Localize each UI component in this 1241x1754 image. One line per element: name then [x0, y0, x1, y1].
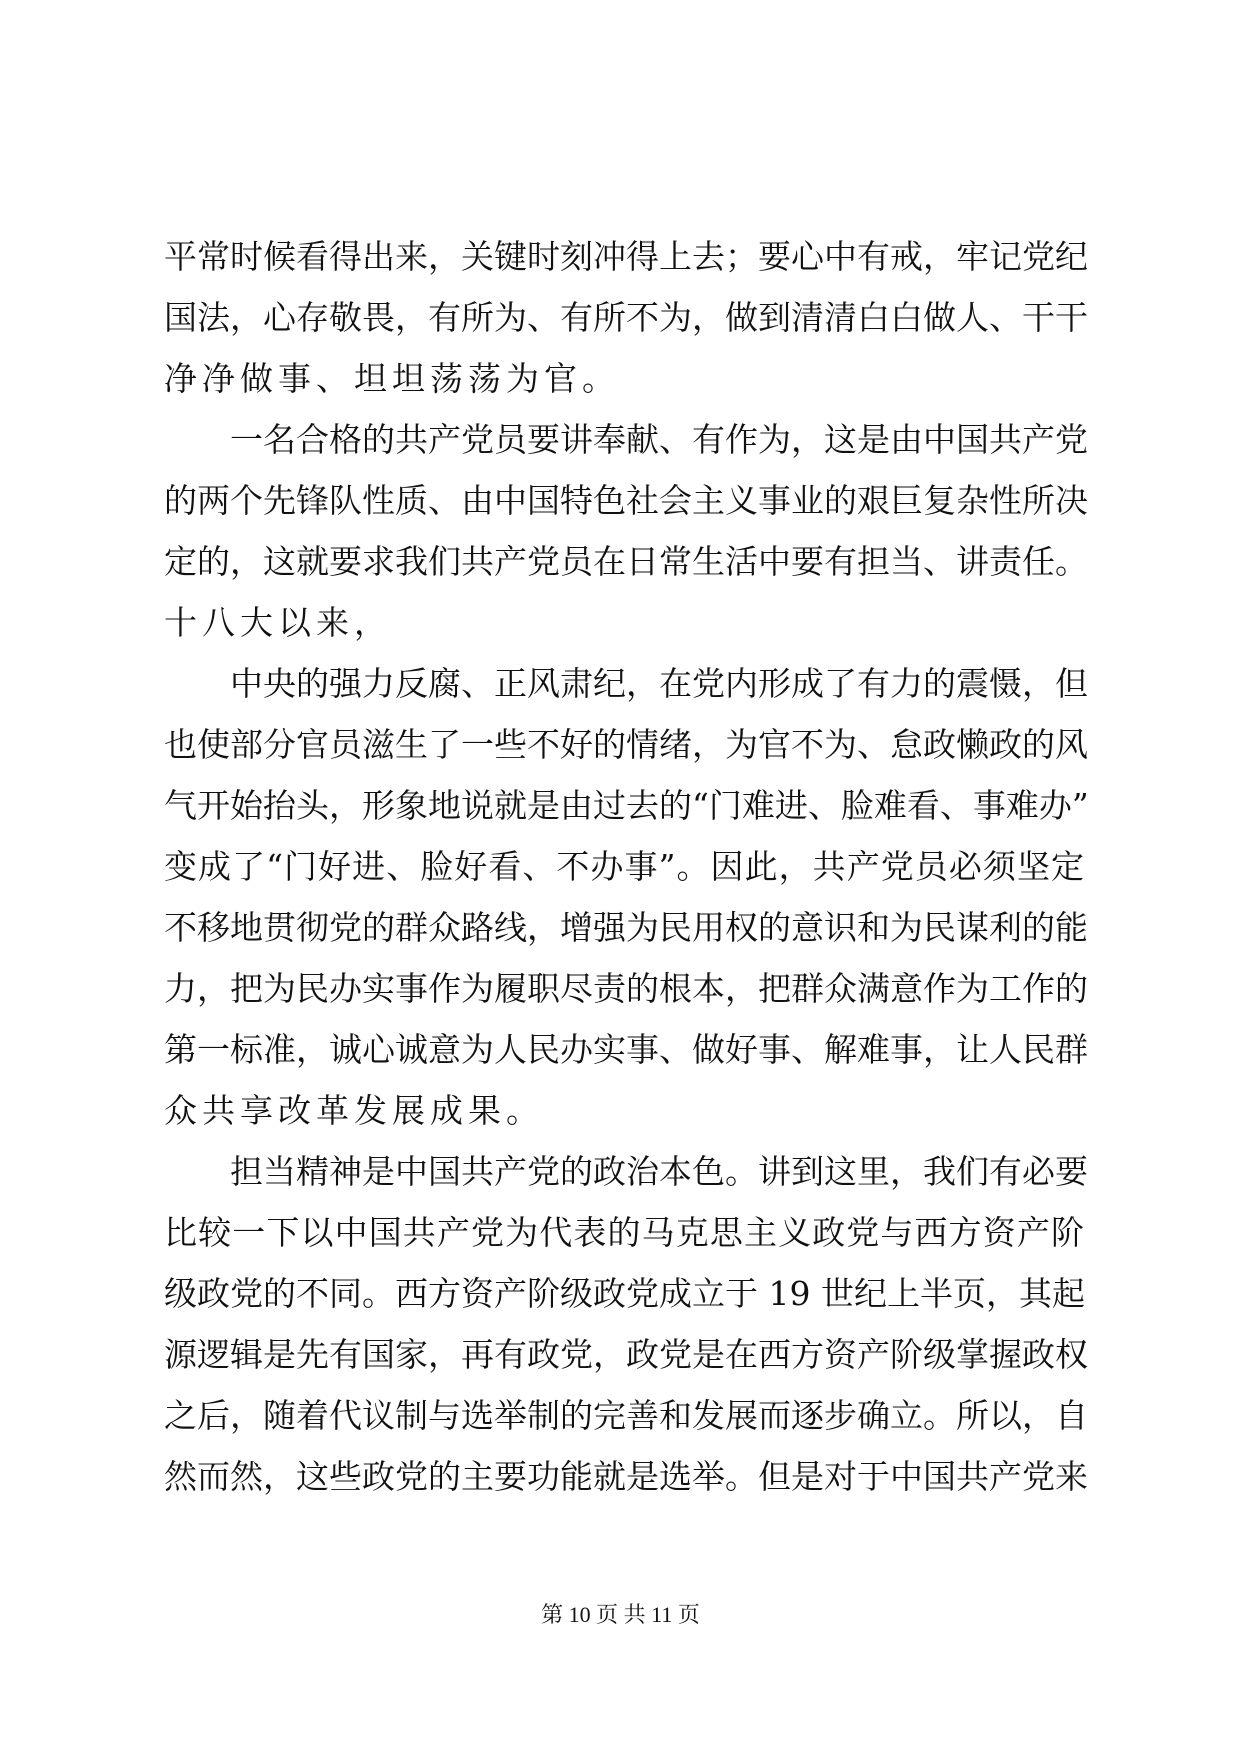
- text-line: 十八大以来，: [164, 603, 392, 642]
- text-line: 平常时候看得出来，关键时刻冲得上去；要心中有戒，牢记党纪: [164, 237, 1088, 276]
- text-line: 定的，这就要求我们共产党员在日常生活中要有担当、讲责任。: [164, 542, 1088, 581]
- page-footer: 第 10 页 共 11 页: [541, 1602, 700, 1627]
- text-line: 变成了“门好进、脸好看、不办事”。因此，共产党员必须坚定: [164, 847, 1084, 886]
- text-line: 众共享改革发展成果。: [164, 1091, 544, 1130]
- text-line: 净净做事、坦坦荡荡为官。: [164, 359, 620, 398]
- text-line: 国法，心存敬畏，有所为、有所不为，做到清清白白做人、干干: [164, 298, 1088, 337]
- text-line: 的两个先锋队性质、由中国特色社会主义事业的艰巨复杂性所决: [164, 481, 1088, 520]
- text-line: 中央的强力反腐、正风肃纪，在党内形成了有力的震慑，但: [164, 664, 1088, 703]
- body-text: [164, 226, 1089, 1507]
- text-line: 力，把为民办实事作为履职尽责的根本，把群众满意作为工作的: [164, 969, 1088, 1008]
- text-line: 不移地贯彻党的群众路线，增强为民用权的意识和为民谋利的能: [164, 908, 1088, 947]
- text-line: 然而然，这些政党的主要功能就是选举。但是对于中国共产党来: [164, 1457, 1088, 1496]
- text-line: 气开始抬头，形象地说就是由过去的“门难进、脸难看、事难办”: [164, 786, 1089, 825]
- text-line: 级政党的不同。西方资产阶级政党成立于 19 世纪上半页，其起: [164, 1274, 1085, 1313]
- text-line: 源逻辑是先有国家，再有政党，政党是在西方资产阶级掌握政权: [164, 1335, 1088, 1374]
- text-line: 也使部分官员滋生了一些不好的情绪，为官不为、怠政懒政的风: [164, 725, 1088, 764]
- text-line: 之后，随着代议制与选举制的完善和发展而逐步确立。所以，自: [164, 1396, 1088, 1435]
- text-line: 比较一下以中国共产党为代表的马克思主义政党与西方资产阶: [164, 1213, 1084, 1252]
- text-line: 担当精神是中国共产党的政治本色。讲到这里，我们有必要: [164, 1152, 1088, 1191]
- text-line: 第一标准，诚心诚意为人民办实事、做好事、解难事，让人民群: [164, 1030, 1088, 1069]
- text-line: 一名合格的共产党员要讲奉献、有作为，这是由中国共产党: [164, 420, 1088, 459]
